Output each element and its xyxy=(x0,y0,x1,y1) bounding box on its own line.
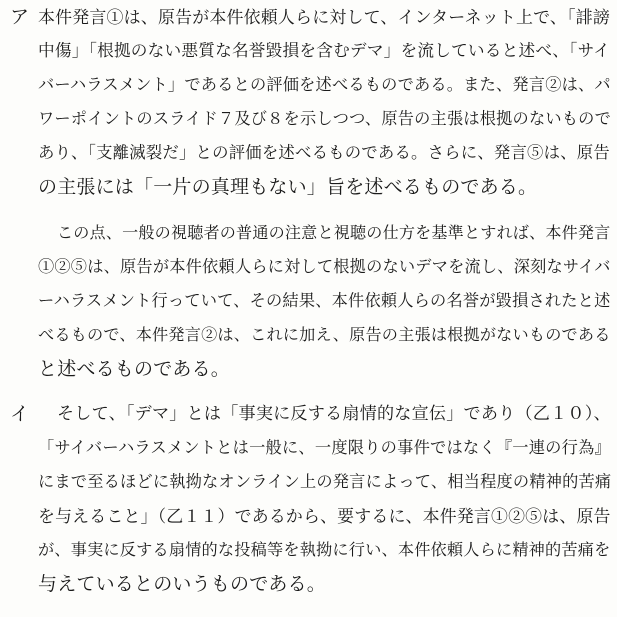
paragraph-2-line-3: ーハラスメント行っていて、その結果、本件依頼人らの名誉が毀損されたと述 xyxy=(38,291,611,310)
paragraph-2-line-2: ①②⑤は、原告が本件依頼人らに対して根拠のないデマを流し、深刻なサイバ xyxy=(38,257,611,276)
section-i-line-5: が、事実に反する扇情的な投稿等を執拗に行い、本件依頼人らに精神的苦痛を xyxy=(38,540,611,559)
section-i-line-6: 与えているとのいうものである。 xyxy=(38,573,327,595)
section-i-marker: イ xyxy=(10,403,30,425)
section-i-line-1: そして、「デマ」とは「事実に反する扇情的な宣伝」であり（乙１０）、 xyxy=(57,404,611,424)
section-i-line-2: 「サイバーハラスメントとは一般に、一度限りの事件ではなく『一連の行為』 xyxy=(38,438,611,457)
paragraph-2-line-5: と述べるものである。 xyxy=(38,358,231,380)
section-a-line-4: ワーポイントのスライド７及び８を示しつつ、原告の主張は根拠のないもので xyxy=(38,109,611,128)
section-a-line-3: バーハラスメント」であるとの評価を述べるものである。また、発言②は、パ xyxy=(38,75,611,94)
paragraph-2-line-4: べるもので、本件発言②は、これに加え、原告の主張は根拠がないものである xyxy=(38,325,611,344)
section-a-line-6: の主張には「一片の真理もない」旨を述べるものである。 xyxy=(38,176,538,198)
section-a-marker: ア xyxy=(10,6,30,28)
section-a-line-1: 本件発言①は、原告が本件依頼人らに対して、インターネット上で、「誹謗 xyxy=(38,7,610,27)
section-a-line-5: あり、「支離滅裂だ」との評価を述べるものである。さらに、発言⑤は、原告 xyxy=(38,143,610,162)
paragraph-2-line-1: この点、一般の視聴者の普通の注意と視聴の仕方を基準とすれば、本件発言 xyxy=(57,223,611,242)
section-i-line-4: を与えること」（乙１１）であるから、要するに、本件発言①②⑤は、原告 xyxy=(38,506,611,526)
section-i-line-3: にまで至るほどに執拗なオンライン上の発言によって、相当程度の精神的苦痛 xyxy=(38,472,612,491)
section-a-line-2: 中傷」「根拠のない悪質な名誉毀損を含むデマ」を流していると述べ、「サイ xyxy=(38,41,611,60)
